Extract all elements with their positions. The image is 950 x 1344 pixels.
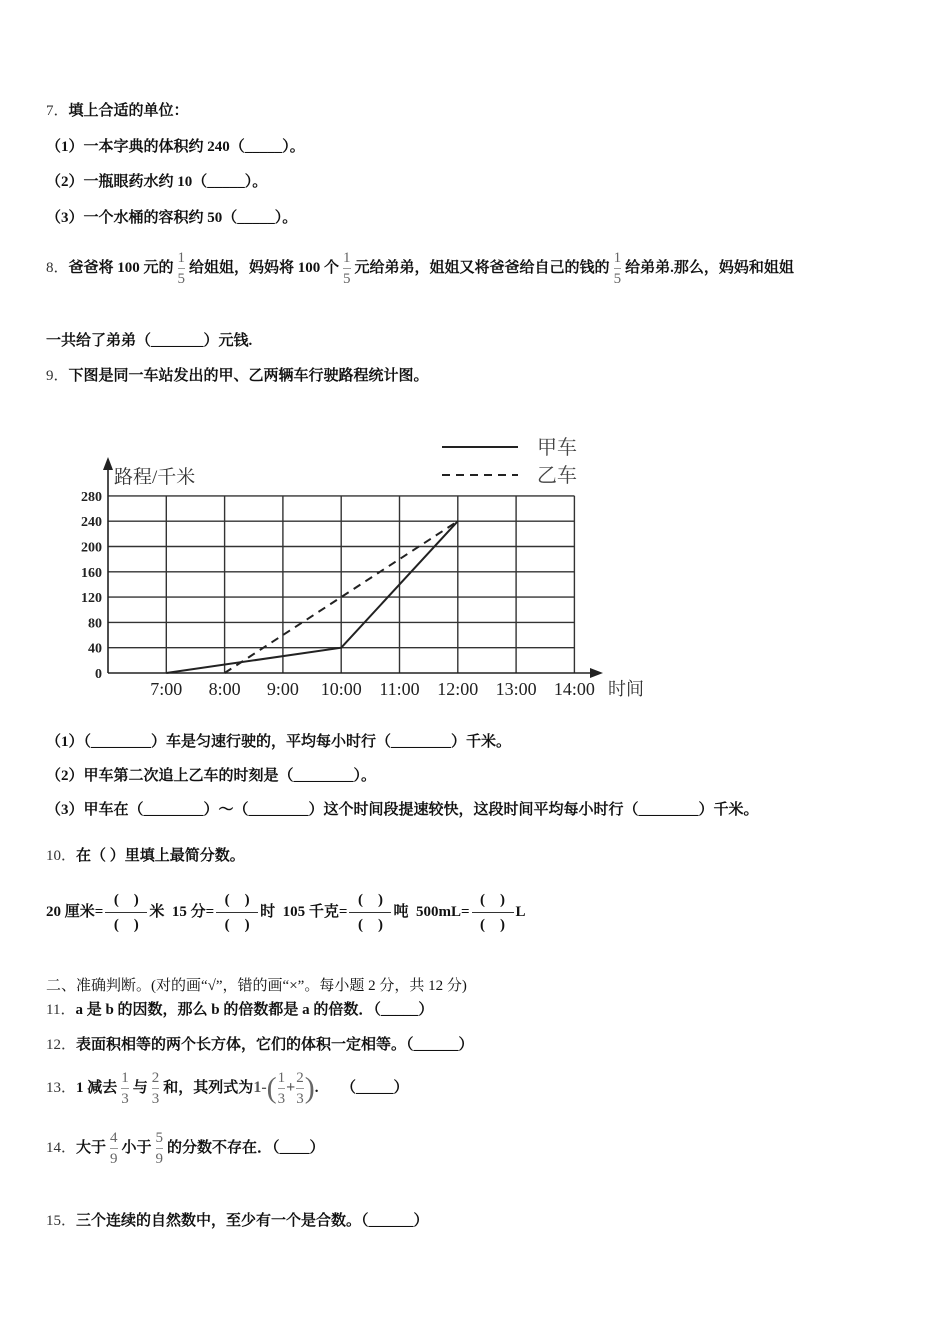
y-tick-label: 280 <box>81 489 102 505</box>
q7-title: 7．填上合适的单位： <box>46 103 189 119</box>
q7-item-1: （1）一本字典的体积约 240（_____）。 <box>46 139 305 155</box>
q14-fraction-2: $\frac{5}{9}$ <box>155 1130 164 1168</box>
distance-time-chart <box>50 425 670 715</box>
legend-label-jia: 甲车 <box>537 437 577 459</box>
y-axis-arrow <box>103 457 113 470</box>
q8-fraction-1: $\frac{1}{5}$ <box>177 250 186 287</box>
x-tick-label: 7:00 <box>150 679 183 699</box>
x-tick-label: 8:00 <box>208 679 241 699</box>
q9-sub-1: （1）（________）车是匀速行驶的，平均每小时行（________）千米。 <box>46 734 512 750</box>
y-tick-label: 120 <box>81 591 102 607</box>
chart-axes <box>103 457 644 699</box>
q11: 11．a 是 b 的因数，那么 b 的倍数都是 a 的倍数．（_____） <box>46 1002 434 1018</box>
q10-blank-fraction-3: ( ) ( ) <box>349 888 391 937</box>
q10-blank-fraction-2: ( ) ( ) <box>216 888 258 937</box>
q13-expression: 1-( $\frac{1}{3}$ + $\frac{2}{3}$ ) <box>253 1070 315 1108</box>
q10-blank-fraction-1: ( ) ( ) <box>105 888 147 937</box>
q13-fraction-1: $\frac{1}{3}$ <box>121 1070 129 1108</box>
y-tick-label: 160 <box>81 565 102 581</box>
q10-title: 10．在（ ）里填上最简分数。 <box>46 848 245 864</box>
x-tick-label: 9:00 <box>266 679 299 699</box>
q14-fraction-1: $\frac{4}{9}$ <box>110 1130 118 1168</box>
x-tick-label: 13:00 <box>495 679 537 699</box>
q8-line2: 一共给了弟弟（_______）元钱. <box>46 333 253 349</box>
q8-fraction-2: $\frac{1}{5}$ <box>343 250 351 287</box>
q8-fraction-3: $\frac{1}{5}$ <box>613 250 622 287</box>
q9-sub-3: （3）甲车在（________）～（________）这个时间段提速较快，这段时间平均每小时行（________）千米。 <box>46 802 759 818</box>
q7-item-3: （3）一个水桶的容积约 50（_____）。 <box>46 210 298 226</box>
x-tick-label: 10:00 <box>320 679 362 699</box>
q15: 15．三个连续的自然数中，至少有一个是合数。（______） <box>46 1213 429 1229</box>
y-tick-label: 200 <box>81 540 102 556</box>
x-tick-label: 11:00 <box>379 679 420 699</box>
y-tick-label: 240 <box>81 515 102 531</box>
y-tick-label: 80 <box>88 616 102 632</box>
q13-fraction-2: $\frac{2}{3}$ <box>151 1070 160 1108</box>
chart-legend <box>442 436 577 487</box>
left-paren-glyph: ( <box>266 1071 277 1105</box>
q8-text: 8．爸爸将 100 元的 $\frac{1}{5}$ 给姐姐，妈妈将 100 个 $\frac{1}{5}$ 元给弟弟，姐姐又将爸爸给自己的钱的 $\frac{1}{5}$ 给弟弟.那么，妈妈和姐姐 <box>46 250 794 287</box>
y-axis-label: 路程/千米 <box>114 467 196 488</box>
section-2-title: 二、准确判断。(对的画“√”，错的画“×”。每小题 2 分，共 12 分) <box>46 978 467 994</box>
legend-label-yi: 乙车 <box>537 465 577 487</box>
x-tick-label: 12:00 <box>437 679 479 699</box>
x-axis-label: 时间 <box>608 679 644 699</box>
q10-blank-fraction-4: ( ) ( ) <box>472 888 514 937</box>
q10-equations: 20 厘米= ( ) ( ) 米 15 分= ( ) ( ) 时 105 千克= ( ) ( ) 吨 500mL= ( ) ( ) L <box>46 888 526 937</box>
q14: 14．大于 $\frac{4}{9}$ 小于 $\frac{5}{9}$ 的分数不存在．（____） <box>46 1130 325 1168</box>
q13: 13．1 减去 $\frac{1}{3}$ 与 $\frac{2}{3}$ 和，其列式为1-( $\frac{1}{3}$ + $\frac{2}{3}$ ). （_____） <box>46 1066 409 1111</box>
x-tick-label: 14:00 <box>553 679 595 699</box>
q9-sub-2: （2）甲车第二次追上乙车的时刻是（________）。 <box>46 768 377 784</box>
x-axis-arrow <box>590 668 603 678</box>
q9-title: 9．下图是同一车站发出的甲、乙两辆车行驶路程统计图。 <box>46 368 429 384</box>
q12: 12．表面积相等的两个长方体，它们的体积一定相等。（______） <box>46 1037 474 1053</box>
y-tick-label: 0 <box>95 667 102 682</box>
q7-item-2: （2）一瓶眼药水约 10（_____）。 <box>46 174 268 190</box>
y-tick-label: 40 <box>88 641 102 657</box>
right-paren-glyph: ) <box>304 1071 315 1105</box>
